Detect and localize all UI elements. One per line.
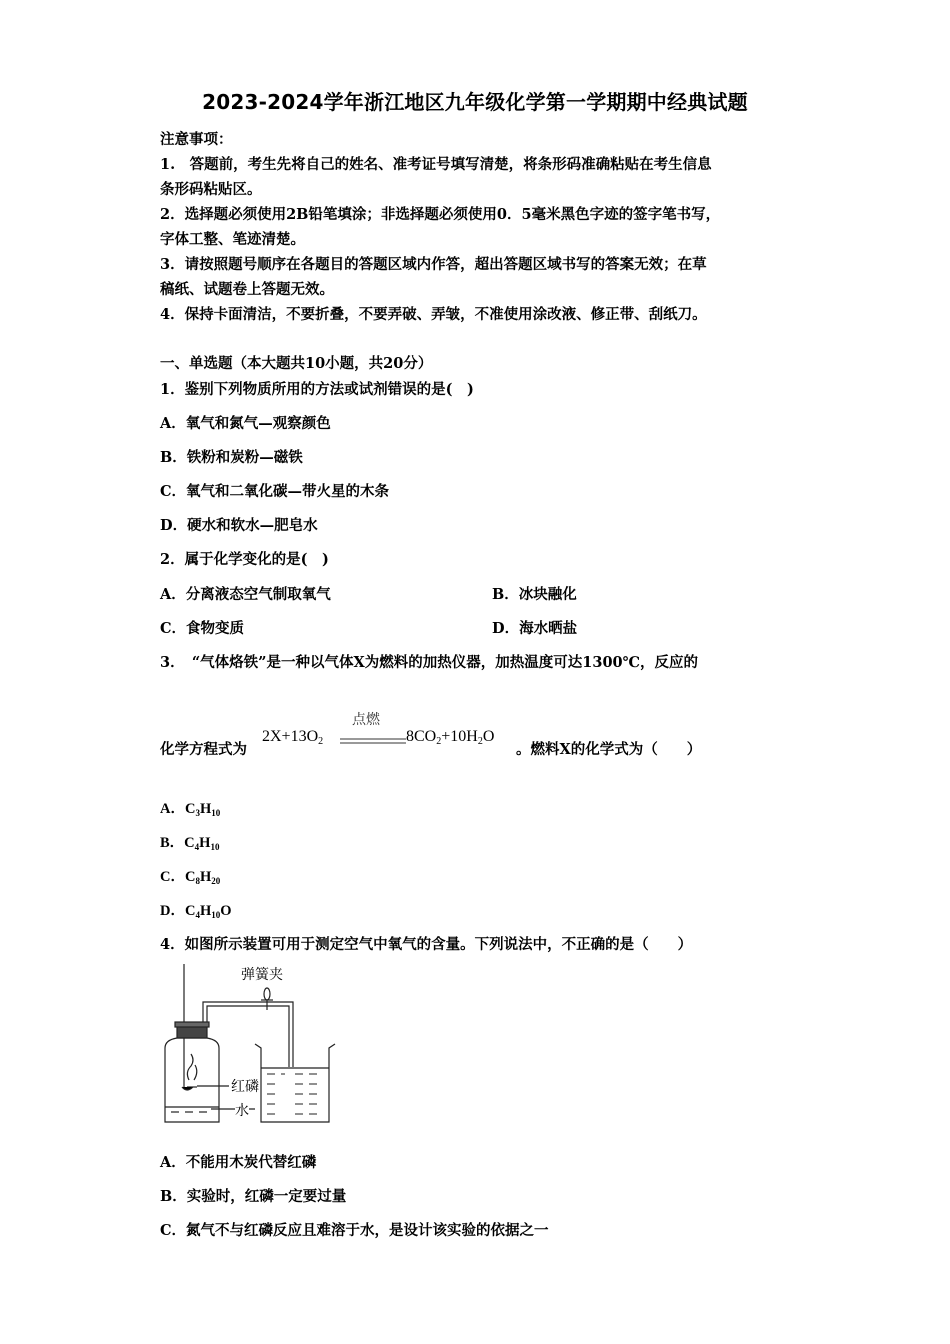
notice-line: 字体工整、笔迹清楚。	[160, 231, 305, 248]
question-1-stem: 1．鉴别下列物质所用的方法或试剂错误的是( )	[160, 381, 474, 398]
question-2-option-b: B．冰块融化	[492, 586, 577, 603]
notice-line: 1. 答题前，考生先将自己的姓名、准考证号填写清楚，将条形码准确粘贴在考生信息	[160, 156, 712, 173]
clamp-label: 弹簧夹	[241, 967, 283, 983]
question-1-option-d: D．硬水和软水—肥皂水	[160, 517, 318, 534]
equation-suffix: 。燃料X的化学式为（ ）	[516, 741, 702, 758]
reaction-condition: 点燃	[352, 712, 380, 728]
question-2-stem: 2．属于化学变化的是( )	[160, 551, 329, 568]
water-label: 水	[235, 1100, 249, 1120]
question-1-option-b: B．铁粉和炭粉—磁铁	[160, 449, 303, 466]
question-1-option-c: C．氧气和二氧化碳—带火星的木条	[160, 483, 390, 500]
equation-reactants: $2X+13O_2$	[262, 728, 324, 747]
equation-prefix: 化学方程式为	[160, 741, 247, 758]
notice-line: 稿纸、试题卷上答题无效。	[160, 281, 334, 298]
question-2-option-a: A．分离液态空气制取氧气	[160, 586, 331, 603]
question-1-option-a: A．氧气和氮气—观察颜色	[160, 415, 331, 432]
notice-line: 2．选择题必须使用2B铅笔填涂；非选择题必须使用0．5毫米黑色字迹的签字笔书写，	[160, 206, 721, 223]
section-heading: 一、单选题（本大题共10小题，共20分）	[160, 355, 433, 372]
question-4-option-c: C．氮气不与红磷反应且难溶于水，是设计该实验的依据之一	[160, 1222, 549, 1239]
notice-heading: 注意事项：	[160, 131, 233, 148]
red-phosphorus-label: 红磷	[231, 1076, 259, 1096]
question-4-stem: 4．如图所示装置可用于测定空气中氧气的含量。下列说法中，不正确的是（ ）	[160, 936, 693, 953]
oxygen-measurement-apparatus	[155, 962, 345, 1136]
question-3-option-a: A．$C_3H_{10}$	[160, 801, 221, 818]
question-3-option-d: D．$C_4H_{10}O$	[160, 903, 232, 920]
notice-line: 3．请按照题号顺序在各题目的答题区域内作答，超出答题区域书写的答案无效；在草	[160, 256, 707, 273]
reaction-equals-sign	[340, 738, 406, 746]
chemical-equation	[160, 708, 800, 768]
question-2-option-d: D．海水晒盐	[492, 620, 578, 637]
question-3-option-c: C．$C_8H_{20}$	[160, 869, 221, 886]
question-2-option-c: C．食物变质	[160, 620, 245, 637]
question-3-option-b: B．$C_4H_{10}$	[160, 835, 220, 852]
question-4-option-b: B．实验时，红磷一定要过量	[160, 1188, 347, 1205]
apparatus-drawing	[155, 962, 345, 1132]
notice-line: 4．保持卡面清洁，不要折叠，不要弄破、弄皱，不准使用涂改液、修正带、刮纸刀。	[160, 306, 707, 323]
equation-products: $8CO_2+10H_2O$	[406, 728, 495, 747]
question-4-option-a: A．不能用木炭代替红磷	[160, 1154, 317, 1171]
notice-line: 条形码粘贴区。	[160, 181, 262, 198]
page-title: 2023-2024学年浙江地区九年级化学第一学期期中经典试题	[202, 90, 748, 114]
question-3-stem: 3． “气体烙铁”是一种以气体X为燃料的加热仪器，加热温度可达1300℃，反应的	[160, 654, 698, 671]
